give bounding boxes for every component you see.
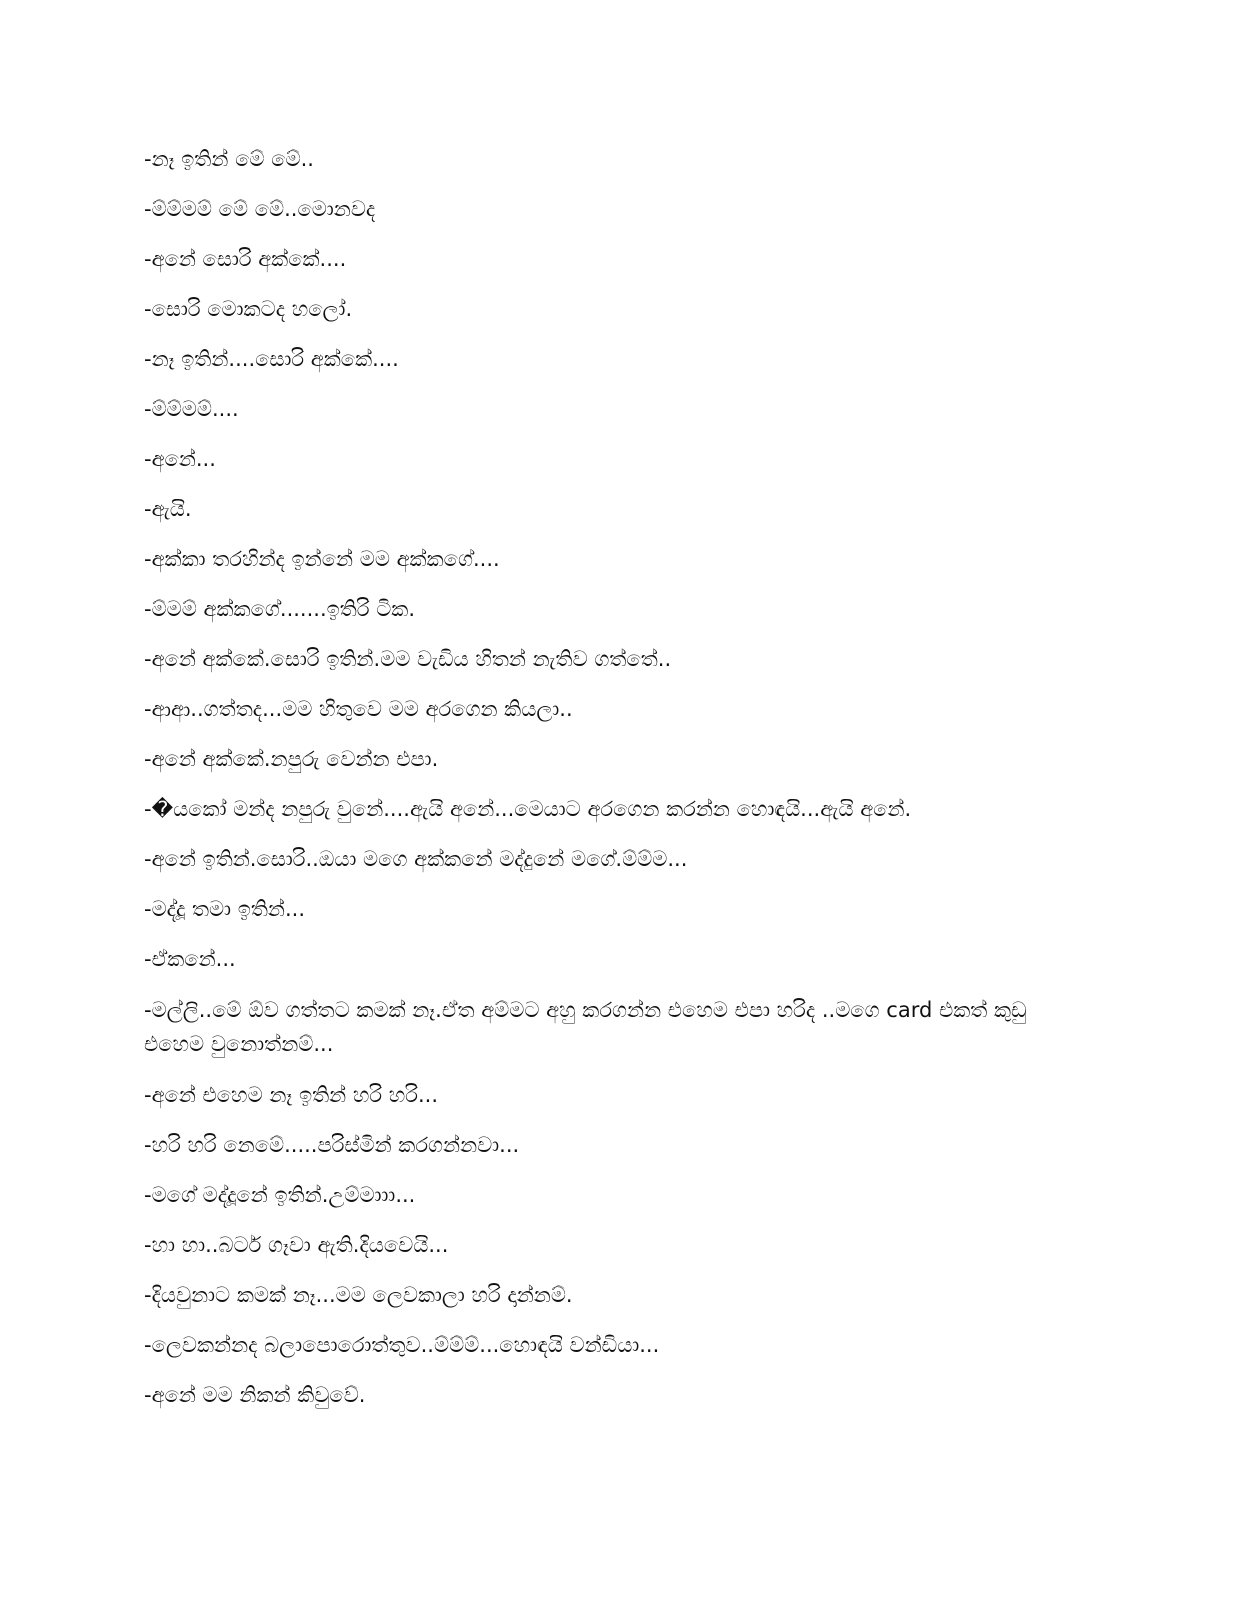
dialogue-line: -අනේ... xyxy=(144,447,216,471)
dialogue-line: -අනේ අක්කේ.සොරි ඉතින්.මම වැඩිය හිතන් නැතිව ගත්තේ.. xyxy=(144,647,672,671)
dialogue-line: -ඒකනේ... xyxy=(144,947,236,971)
dialogue-line: -අනේ ඉතින්.සොරි..ඔයා මගෙ අක්කනේ මද්දුනේ මගේ.ම්ම්ම... xyxy=(144,847,688,871)
dialogue-line: -ලෙවකන්නද බලාපොරොත්තුව..ම්ම්ම්...හොඳයි වන්ඩියා... xyxy=(144,1333,660,1357)
dialogue-line: -හා හා..බටර් ගෑවා ඇති.දියවෙයි... xyxy=(144,1233,449,1257)
dialogue-line: -අනේ සොරි අක්කේ.... xyxy=(144,247,347,271)
dialogue-line: -නෑ ඉතින්....සොරි අක්කේ.... xyxy=(144,347,399,371)
dialogue-line: -නෑ ඉතින් මේ මේ.. xyxy=(144,147,314,171)
dialogue-line: -ඇයි. xyxy=(144,497,192,521)
dialogue-line: -අක්කා තරහින්ද ඉන්නේ මම අක්කගේ.... xyxy=(144,547,500,571)
dialogue-line: -දියවුනාට කමක් නෑ...මම ලෙවකාලා හරි දාන්නම්. xyxy=(144,1283,573,1307)
dialogue-line: -මද්දූ තමා ඉතින්... xyxy=(144,897,306,921)
dialogue-lines xyxy=(144,143,1084,1429)
dialogue-line: -මගේ මද්දූනේ ඉතින්.උම්මාාා... xyxy=(144,1183,416,1207)
dialogue-line: -අනේ අක්කේ.නපුරු වෙන්න එපා. xyxy=(144,747,439,771)
dialogue-line: -ආආ..ගත්තද...මම හිතුවෙ මම අරගෙන කියලා.. xyxy=(144,697,573,721)
dialogue-line: -අනේ මම නිකන් කිවුවේ. xyxy=(144,1383,366,1407)
dialogue-line: -ම්ම්මම් මේ මේ..මොනවද xyxy=(144,197,376,221)
dialogue-line: -ම්මම් අක්කගේ.......ඉතිරි ටික. xyxy=(144,597,416,621)
dialogue-line: -මල්ලි..මේ ඕව ගත්තට කමක් නෑ.ඒත අම්මට අහු කරගන්න එහෙම එපා හරිද ..මගෙ card එකත් කුඩු එහෙම වුනොත්නම්... xyxy=(144,998,1027,1056)
dialogue-line: -හරි හරි නෙමේ.....පරිස්මින් කරගන්නවා... xyxy=(144,1133,520,1157)
dialogue-line: -�යකෝ මන්ද නපුරු වුනේ....ඇයි අනේ...මෙයාට අරගෙන කරන්න හොඳයි...ඇයි අනේ. xyxy=(144,797,912,821)
dialogue-line: -අනේ එහෙම නෑ ඉතින් හරි හරි... xyxy=(144,1083,438,1107)
dialogue-line: -සොරි මොකටද හලෝ. xyxy=(144,297,353,321)
dialogue-line: -ම්ම්මම්.... xyxy=(144,397,239,421)
